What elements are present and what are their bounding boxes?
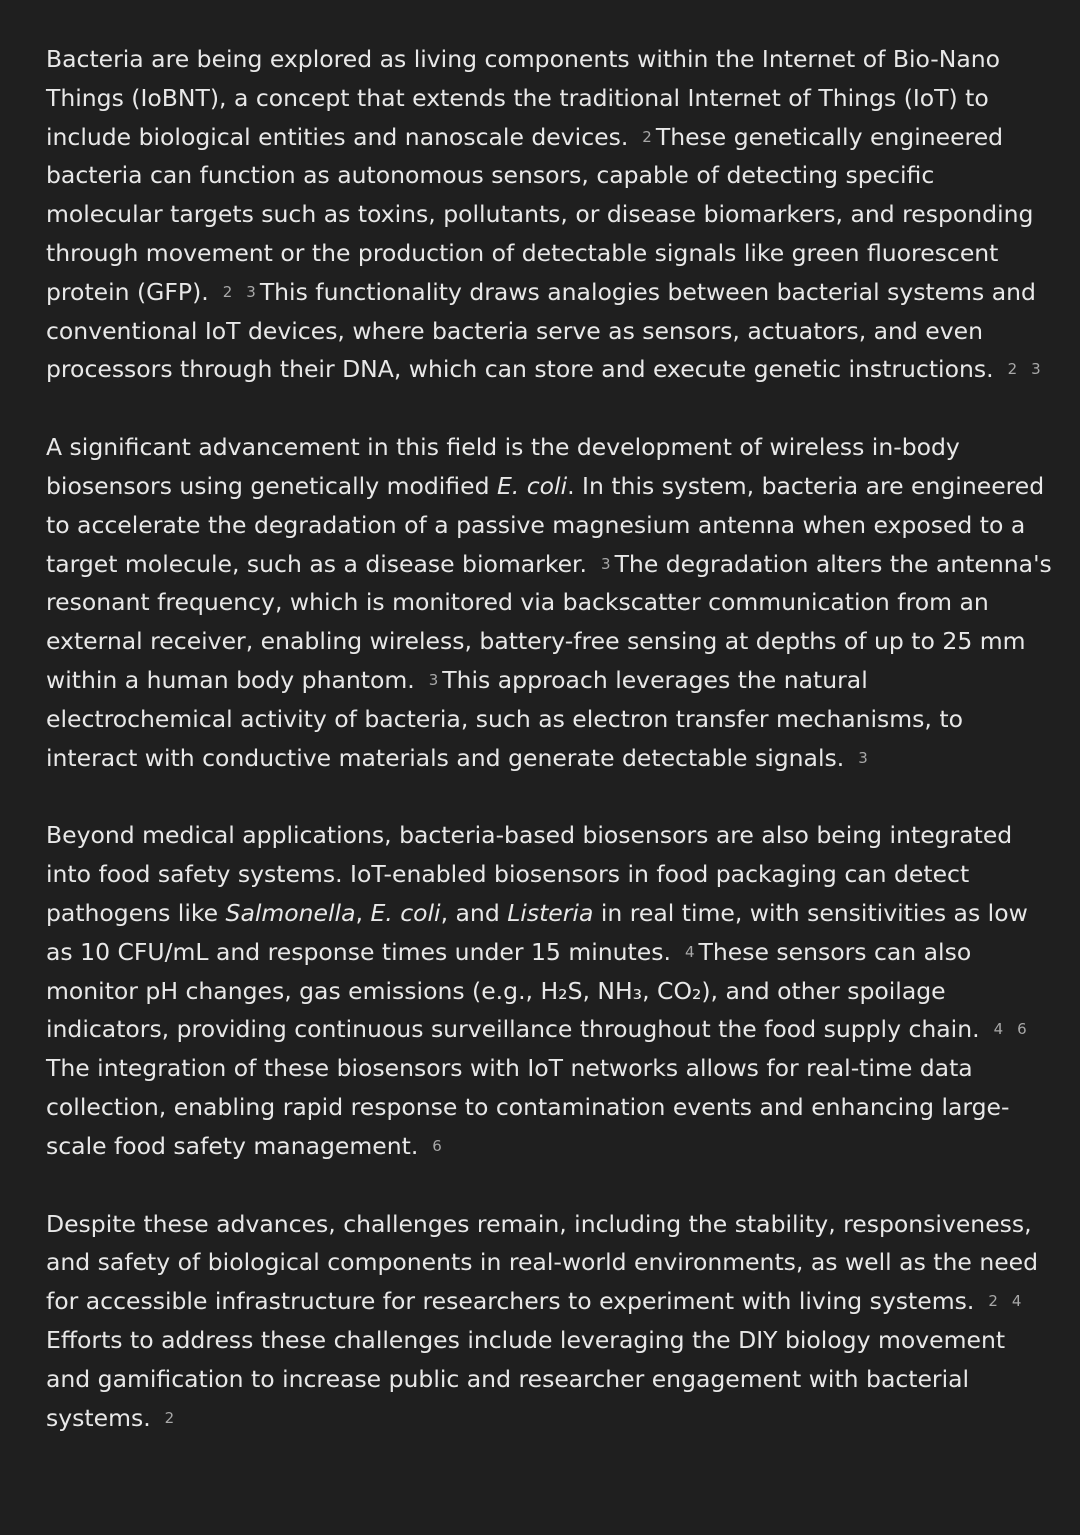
sentence: Despite these advances, challenges remain, including the stability, responsiveness, and safety of biological components in real-world environments, as well as the need for accessible infrastructure for researchers to experiment with living systems. bbox=[46, 1209, 1039, 1316]
separator: , and bbox=[440, 898, 508, 927]
citation-link[interactable]: 6 bbox=[1017, 1020, 1027, 1039]
sentence: The degradation alters the antenna's resonant frequency, which is monitored via backscatter communication from an external receiver, enabling wireless, battery-free sensing at depths of up to 25 mm within a human body phantom. bbox=[46, 549, 1052, 694]
citation-link[interactable]: 6 bbox=[432, 1136, 442, 1155]
paragraph-challenges bbox=[46, 1205, 1052, 1438]
paragraph-iobnt bbox=[46, 40, 1052, 389]
sentence: Bacteria are being explored as living components within the Internet of Bio-Nano Things (IoBNT), a concept that extends the traditional Internet of Things (IoT) to include biological entities and nanoscale devices. bbox=[46, 45, 1001, 151]
organism-name: Listeria bbox=[507, 898, 594, 927]
organism-name: Salmonella bbox=[225, 898, 356, 927]
citation-link[interactable]: 4 bbox=[993, 1020, 1004, 1039]
paragraph-food-safety bbox=[46, 816, 1052, 1165]
citation-link[interactable]: 3 bbox=[246, 282, 256, 301]
sentence: These genetically engineered bacteria can function as autonomous sensors, capable of detecting specific molecular targets such as toxins, pollutants, or disease biomarkers, and responding through movement or the production of detectable signals like green fluorescent protein (GFP). bbox=[46, 122, 1034, 306]
sentence: This approach leverages the natural electrochemical activity of bacteria, such as electron transfer mechanisms, to interact with conductive materials and generate detectable signals. bbox=[46, 665, 963, 772]
separator: , bbox=[355, 898, 371, 927]
sentence: A significant advancement in this field is the development of wireless in-body biosensors using genetically modified bbox=[46, 433, 960, 500]
citation-link[interactable]: 3 bbox=[428, 670, 439, 689]
citation-link[interactable]: 2 bbox=[164, 1408, 175, 1427]
sentence: Efforts to address these challenges include leveraging the DIY biology movement and gamification to increase public and researcher engagement with bacterial systems. bbox=[46, 1325, 1006, 1432]
citation-link[interactable]: 4 bbox=[684, 942, 695, 961]
sentence: These sensors can also monitor pH changes, gas emissions (e.g., H₂S, NH₃, CO₂), and other spoilage indicators, providing continuous surveillance throughout the food supply chain. bbox=[46, 937, 980, 1044]
organism-name: E. coli bbox=[496, 471, 568, 500]
organism-name: E. coli bbox=[370, 898, 441, 927]
citation-link[interactable]: 3 bbox=[601, 554, 611, 573]
citation-link[interactable]: 3 bbox=[858, 748, 868, 767]
citation-link[interactable]: 2 bbox=[988, 1292, 998, 1311]
sentence: The integration of these biosensors with IoT networks allows for real-time data collection, enabling rapid response to contamination events and enhancing large-scale food safety management. bbox=[46, 1054, 1010, 1160]
citation-link[interactable]: 3 bbox=[1031, 360, 1041, 379]
citation-link[interactable]: 2 bbox=[1007, 360, 1018, 379]
paragraph-in-body-biosensors bbox=[46, 428, 1052, 777]
sentence: This functionality draws analogies between bacterial systems and conventional IoT devices, where bacteria serve as sensors, actuators, and even processors through their DNA, which can store and execute genetic instructions. bbox=[46, 277, 1036, 384]
sentence: in real time, with sensitivities as low as 10 CFU/mL and response times under 15 minutes. bbox=[46, 898, 1028, 966]
citation-link[interactable]: 2 bbox=[642, 127, 652, 146]
article-body bbox=[46, 40, 1052, 1437]
citation-link[interactable]: 4 bbox=[1011, 1292, 1022, 1311]
citation-link[interactable]: 2 bbox=[222, 282, 233, 301]
sentence: . In this system, bacteria are engineered to accelerate the degradation of a passive magnesium antenna when exposed to a target molecule, such as a disease biomarker. bbox=[46, 471, 1045, 578]
sentence: Beyond medical applications, bacteria-based biosensors are also being integrated into food safety systems. IoT-enabled biosensors in food packaging can detect pathogens like bbox=[46, 821, 1013, 927]
